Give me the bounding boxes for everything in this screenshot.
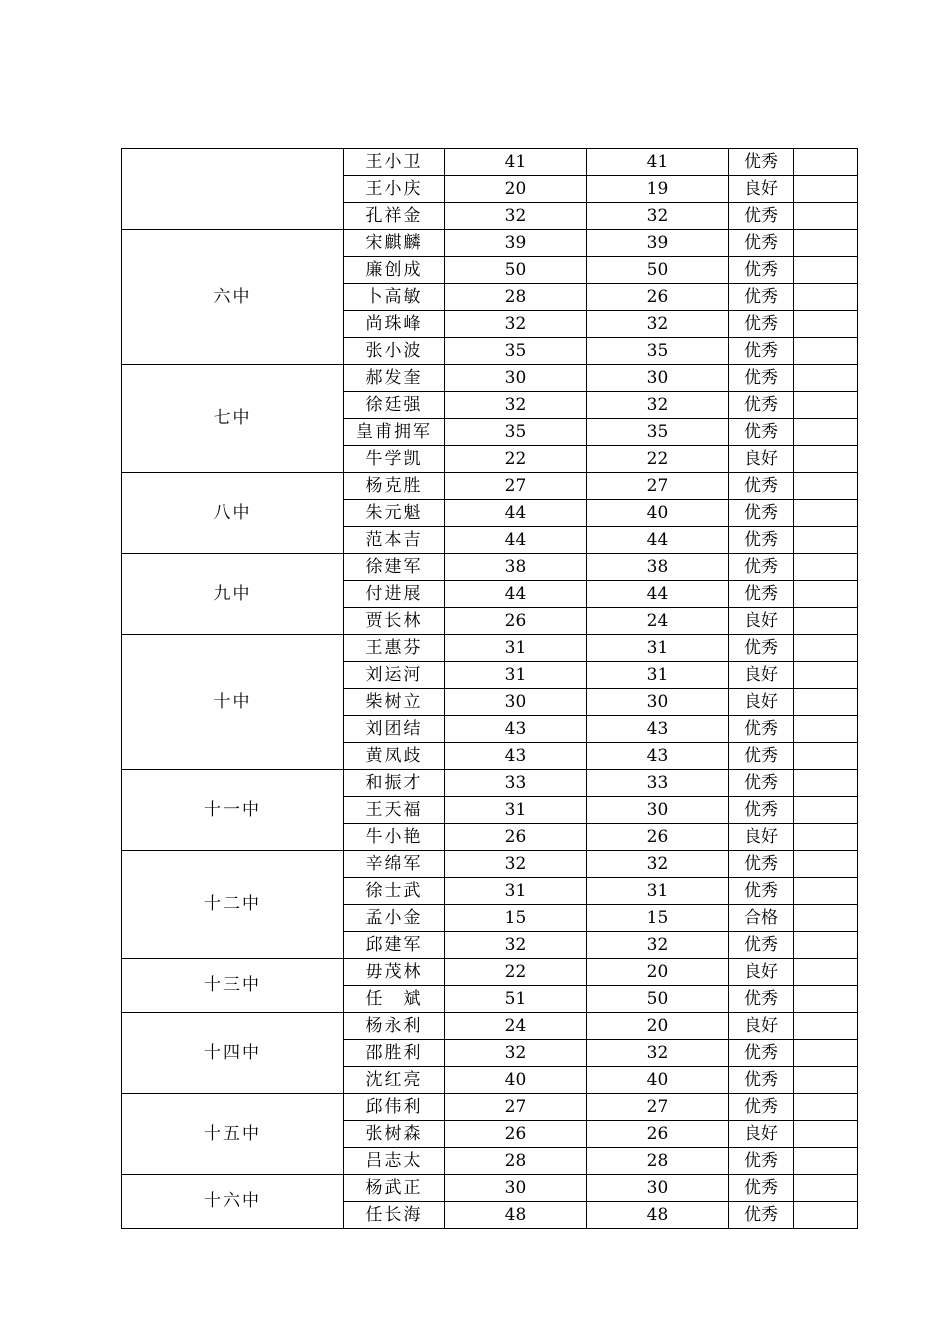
name-cell: 杨武正 <box>344 1175 445 1202</box>
table-row <box>122 230 858 257</box>
score2-cell: 32 <box>587 311 729 338</box>
grade-cell: 优秀 <box>729 257 794 284</box>
grade-cell: 优秀 <box>729 1148 794 1175</box>
score2-cell: 48 <box>587 1202 729 1229</box>
grade-cell: 优秀 <box>729 473 794 500</box>
note-cell <box>794 230 858 257</box>
table-row <box>122 473 858 500</box>
grade-cell: 良好 <box>729 446 794 473</box>
name-cell: 王小卫 <box>344 149 445 176</box>
score2-cell: 31 <box>587 635 729 662</box>
note-cell <box>794 986 858 1013</box>
score1-cell: 31 <box>445 635 587 662</box>
score2-cell: 27 <box>587 1094 729 1121</box>
grade-cell: 优秀 <box>729 797 794 824</box>
note-cell <box>794 1202 858 1229</box>
score1-cell: 50 <box>445 257 587 284</box>
school-cell: 七中 <box>122 365 344 473</box>
name-cell: 王惠芬 <box>344 635 445 662</box>
score2-cell: 33 <box>587 770 729 797</box>
grade-cell: 优秀 <box>729 932 794 959</box>
grade-cell: 良好 <box>729 176 794 203</box>
note-cell <box>794 311 858 338</box>
score1-cell: 31 <box>445 662 587 689</box>
grade-cell: 良好 <box>729 824 794 851</box>
score2-cell: 30 <box>587 1175 729 1202</box>
score1-cell: 38 <box>445 554 587 581</box>
note-cell <box>794 959 858 986</box>
name-cell: 付进展 <box>344 581 445 608</box>
grade-cell: 优秀 <box>729 743 794 770</box>
grade-cell: 优秀 <box>729 392 794 419</box>
score1-cell: 27 <box>445 1094 587 1121</box>
note-cell <box>794 257 858 284</box>
score2-cell: 22 <box>587 446 729 473</box>
note-cell <box>794 500 858 527</box>
score1-cell: 15 <box>445 905 587 932</box>
score1-cell: 32 <box>445 851 587 878</box>
name-cell: 王小庆 <box>344 176 445 203</box>
name-cell: 廉创成 <box>344 257 445 284</box>
school-cell: 八中 <box>122 473 344 554</box>
name-cell: 杨永利 <box>344 1013 445 1040</box>
table-row <box>122 770 858 797</box>
note-cell <box>794 743 858 770</box>
grade-cell: 优秀 <box>729 203 794 230</box>
grade-cell: 优秀 <box>729 527 794 554</box>
table-row <box>122 1175 858 1202</box>
score2-cell: 27 <box>587 473 729 500</box>
score2-cell: 44 <box>587 581 729 608</box>
grade-cell: 优秀 <box>729 284 794 311</box>
note-cell <box>794 1148 858 1175</box>
score2-cell: 28 <box>587 1148 729 1175</box>
score1-cell: 24 <box>445 1013 587 1040</box>
score1-cell: 35 <box>445 338 587 365</box>
score1-cell: 32 <box>445 932 587 959</box>
table-row <box>122 851 858 878</box>
grade-cell: 优秀 <box>729 770 794 797</box>
note-cell <box>794 284 858 311</box>
note-cell <box>794 824 858 851</box>
score2-cell: 40 <box>587 1067 729 1094</box>
grade-cell: 优秀 <box>729 1175 794 1202</box>
school-cell: 十六中 <box>122 1175 344 1229</box>
note-cell <box>794 1013 858 1040</box>
note-cell <box>794 905 858 932</box>
score2-cell: 15 <box>587 905 729 932</box>
score1-cell: 43 <box>445 743 587 770</box>
note-cell <box>794 689 858 716</box>
name-cell: 毋茂林 <box>344 959 445 986</box>
note-cell <box>794 581 858 608</box>
score1-cell: 48 <box>445 1202 587 1229</box>
score2-cell: 30 <box>587 689 729 716</box>
score2-cell: 26 <box>587 284 729 311</box>
score1-cell: 33 <box>445 770 587 797</box>
score2-cell: 31 <box>587 878 729 905</box>
score-table <box>121 148 858 1229</box>
grade-cell: 优秀 <box>729 365 794 392</box>
score2-cell: 32 <box>587 203 729 230</box>
note-cell <box>794 473 858 500</box>
grade-cell: 良好 <box>729 662 794 689</box>
grade-cell: 优秀 <box>729 149 794 176</box>
score1-cell: 30 <box>445 365 587 392</box>
grade-cell: 优秀 <box>729 419 794 446</box>
note-cell <box>794 365 858 392</box>
grade-cell: 良好 <box>729 689 794 716</box>
score1-cell: 26 <box>445 1121 587 1148</box>
name-cell: 王天福 <box>344 797 445 824</box>
name-cell: 孔祥金 <box>344 203 445 230</box>
score2-cell: 43 <box>587 743 729 770</box>
score1-cell: 39 <box>445 230 587 257</box>
score2-cell: 32 <box>587 932 729 959</box>
name-cell: 任 斌 <box>344 986 445 1013</box>
note-cell <box>794 527 858 554</box>
score2-cell: 39 <box>587 230 729 257</box>
grade-cell: 优秀 <box>729 581 794 608</box>
score-table-body <box>122 149 858 1229</box>
school-cell: 十一中 <box>122 770 344 851</box>
score1-cell: 31 <box>445 797 587 824</box>
table-row <box>122 554 858 581</box>
score2-cell: 32 <box>587 392 729 419</box>
name-cell: 贾长林 <box>344 608 445 635</box>
note-cell <box>794 338 858 365</box>
grade-cell: 优秀 <box>729 716 794 743</box>
score2-cell: 32 <box>587 851 729 878</box>
score1-cell: 32 <box>445 1040 587 1067</box>
score1-cell: 35 <box>445 419 587 446</box>
score1-cell: 30 <box>445 1175 587 1202</box>
score1-cell: 31 <box>445 878 587 905</box>
name-cell: 牛学凯 <box>344 446 445 473</box>
grade-cell: 优秀 <box>729 878 794 905</box>
note-cell <box>794 446 858 473</box>
school-cell: 十三中 <box>122 959 344 1013</box>
name-cell: 徐廷强 <box>344 392 445 419</box>
score2-cell: 41 <box>587 149 729 176</box>
grade-cell: 良好 <box>729 608 794 635</box>
score2-cell: 50 <box>587 986 729 1013</box>
score2-cell: 26 <box>587 1121 729 1148</box>
score1-cell: 26 <box>445 824 587 851</box>
name-cell: 尚珠峰 <box>344 311 445 338</box>
name-cell: 范本吉 <box>344 527 445 554</box>
grade-cell: 优秀 <box>729 500 794 527</box>
note-cell <box>794 878 858 905</box>
school-cell: 十四中 <box>122 1013 344 1094</box>
score2-cell: 32 <box>587 1040 729 1067</box>
note-cell <box>794 608 858 635</box>
score2-cell: 20 <box>587 959 729 986</box>
score1-cell: 28 <box>445 284 587 311</box>
name-cell: 张小波 <box>344 338 445 365</box>
score1-cell: 32 <box>445 203 587 230</box>
score1-cell: 20 <box>445 176 587 203</box>
note-cell <box>794 662 858 689</box>
name-cell: 吕志太 <box>344 1148 445 1175</box>
name-cell: 张树森 <box>344 1121 445 1148</box>
school-cell: 六中 <box>122 230 344 365</box>
note-cell <box>794 770 858 797</box>
name-cell: 朱元魁 <box>344 500 445 527</box>
name-cell: 牛小艳 <box>344 824 445 851</box>
note-cell <box>794 419 858 446</box>
name-cell: 任长海 <box>344 1202 445 1229</box>
name-cell: 黄凤歧 <box>344 743 445 770</box>
note-cell <box>794 176 858 203</box>
grade-cell: 优秀 <box>729 635 794 662</box>
score1-cell: 22 <box>445 959 587 986</box>
table-row <box>122 635 858 662</box>
name-cell: 徐建军 <box>344 554 445 581</box>
score1-cell: 44 <box>445 527 587 554</box>
note-cell <box>794 1067 858 1094</box>
score1-cell: 43 <box>445 716 587 743</box>
grade-cell: 良好 <box>729 1013 794 1040</box>
school-cell: 十五中 <box>122 1094 344 1175</box>
score1-cell: 30 <box>445 689 587 716</box>
name-cell: 辛绵军 <box>344 851 445 878</box>
table-row <box>122 1094 858 1121</box>
score2-cell: 50 <box>587 257 729 284</box>
grade-cell: 优秀 <box>729 311 794 338</box>
note-cell <box>794 851 858 878</box>
score1-cell: 26 <box>445 608 587 635</box>
name-cell: 郝发奎 <box>344 365 445 392</box>
score1-cell: 32 <box>445 392 587 419</box>
note-cell <box>794 1094 858 1121</box>
name-cell: 邱建军 <box>344 932 445 959</box>
name-cell: 柴树立 <box>344 689 445 716</box>
score2-cell: 40 <box>587 500 729 527</box>
note-cell <box>794 554 858 581</box>
note-cell <box>794 797 858 824</box>
table-row <box>122 365 858 392</box>
score2-cell: 44 <box>587 527 729 554</box>
score1-cell: 32 <box>445 311 587 338</box>
score1-cell: 44 <box>445 500 587 527</box>
score2-cell: 35 <box>587 338 729 365</box>
score2-cell: 20 <box>587 1013 729 1040</box>
name-cell: 沈红亮 <box>344 1067 445 1094</box>
score1-cell: 27 <box>445 473 587 500</box>
table-row <box>122 959 858 986</box>
school-cell: 十中 <box>122 635 344 770</box>
grade-cell: 良好 <box>729 959 794 986</box>
note-cell <box>794 716 858 743</box>
grade-cell: 优秀 <box>729 338 794 365</box>
name-cell: 邱伟利 <box>344 1094 445 1121</box>
table-row <box>122 149 858 176</box>
note-cell <box>794 149 858 176</box>
grade-cell: 优秀 <box>729 1067 794 1094</box>
score2-cell: 30 <box>587 797 729 824</box>
note-cell <box>794 932 858 959</box>
grade-cell: 优秀 <box>729 230 794 257</box>
score2-cell: 30 <box>587 365 729 392</box>
grade-cell: 优秀 <box>729 986 794 1013</box>
name-cell: 刘运河 <box>344 662 445 689</box>
score1-cell: 40 <box>445 1067 587 1094</box>
school-cell: 十二中 <box>122 851 344 959</box>
score1-cell: 44 <box>445 581 587 608</box>
note-cell <box>794 392 858 419</box>
name-cell: 邵胜利 <box>344 1040 445 1067</box>
note-cell <box>794 203 858 230</box>
score1-cell: 28 <box>445 1148 587 1175</box>
note-cell <box>794 635 858 662</box>
name-cell: 杨克胜 <box>344 473 445 500</box>
name-cell: 刘团结 <box>344 716 445 743</box>
note-cell <box>794 1121 858 1148</box>
table-row <box>122 1013 858 1040</box>
school-cell: 九中 <box>122 554 344 635</box>
grade-cell: 优秀 <box>729 554 794 581</box>
score2-cell: 35 <box>587 419 729 446</box>
score1-cell: 22 <box>445 446 587 473</box>
note-cell <box>794 1040 858 1067</box>
grade-cell: 优秀 <box>729 1040 794 1067</box>
name-cell: 皇甫拥军 <box>344 419 445 446</box>
score1-cell: 51 <box>445 986 587 1013</box>
score2-cell: 26 <box>587 824 729 851</box>
grade-cell: 优秀 <box>729 1094 794 1121</box>
score2-cell: 24 <box>587 608 729 635</box>
score2-cell: 38 <box>587 554 729 581</box>
score2-cell: 43 <box>587 716 729 743</box>
grade-cell: 良好 <box>729 1121 794 1148</box>
score1-cell: 41 <box>445 149 587 176</box>
grade-cell: 优秀 <box>729 851 794 878</box>
school-cell <box>122 149 344 230</box>
grade-cell: 合格 <box>729 905 794 932</box>
name-cell: 和振才 <box>344 770 445 797</box>
score2-cell: 31 <box>587 662 729 689</box>
grade-cell: 优秀 <box>729 1202 794 1229</box>
name-cell: 宋麒麟 <box>344 230 445 257</box>
name-cell: 徐士武 <box>344 878 445 905</box>
name-cell: 卜高敏 <box>344 284 445 311</box>
name-cell: 孟小金 <box>344 905 445 932</box>
note-cell <box>794 1175 858 1202</box>
score2-cell: 19 <box>587 176 729 203</box>
